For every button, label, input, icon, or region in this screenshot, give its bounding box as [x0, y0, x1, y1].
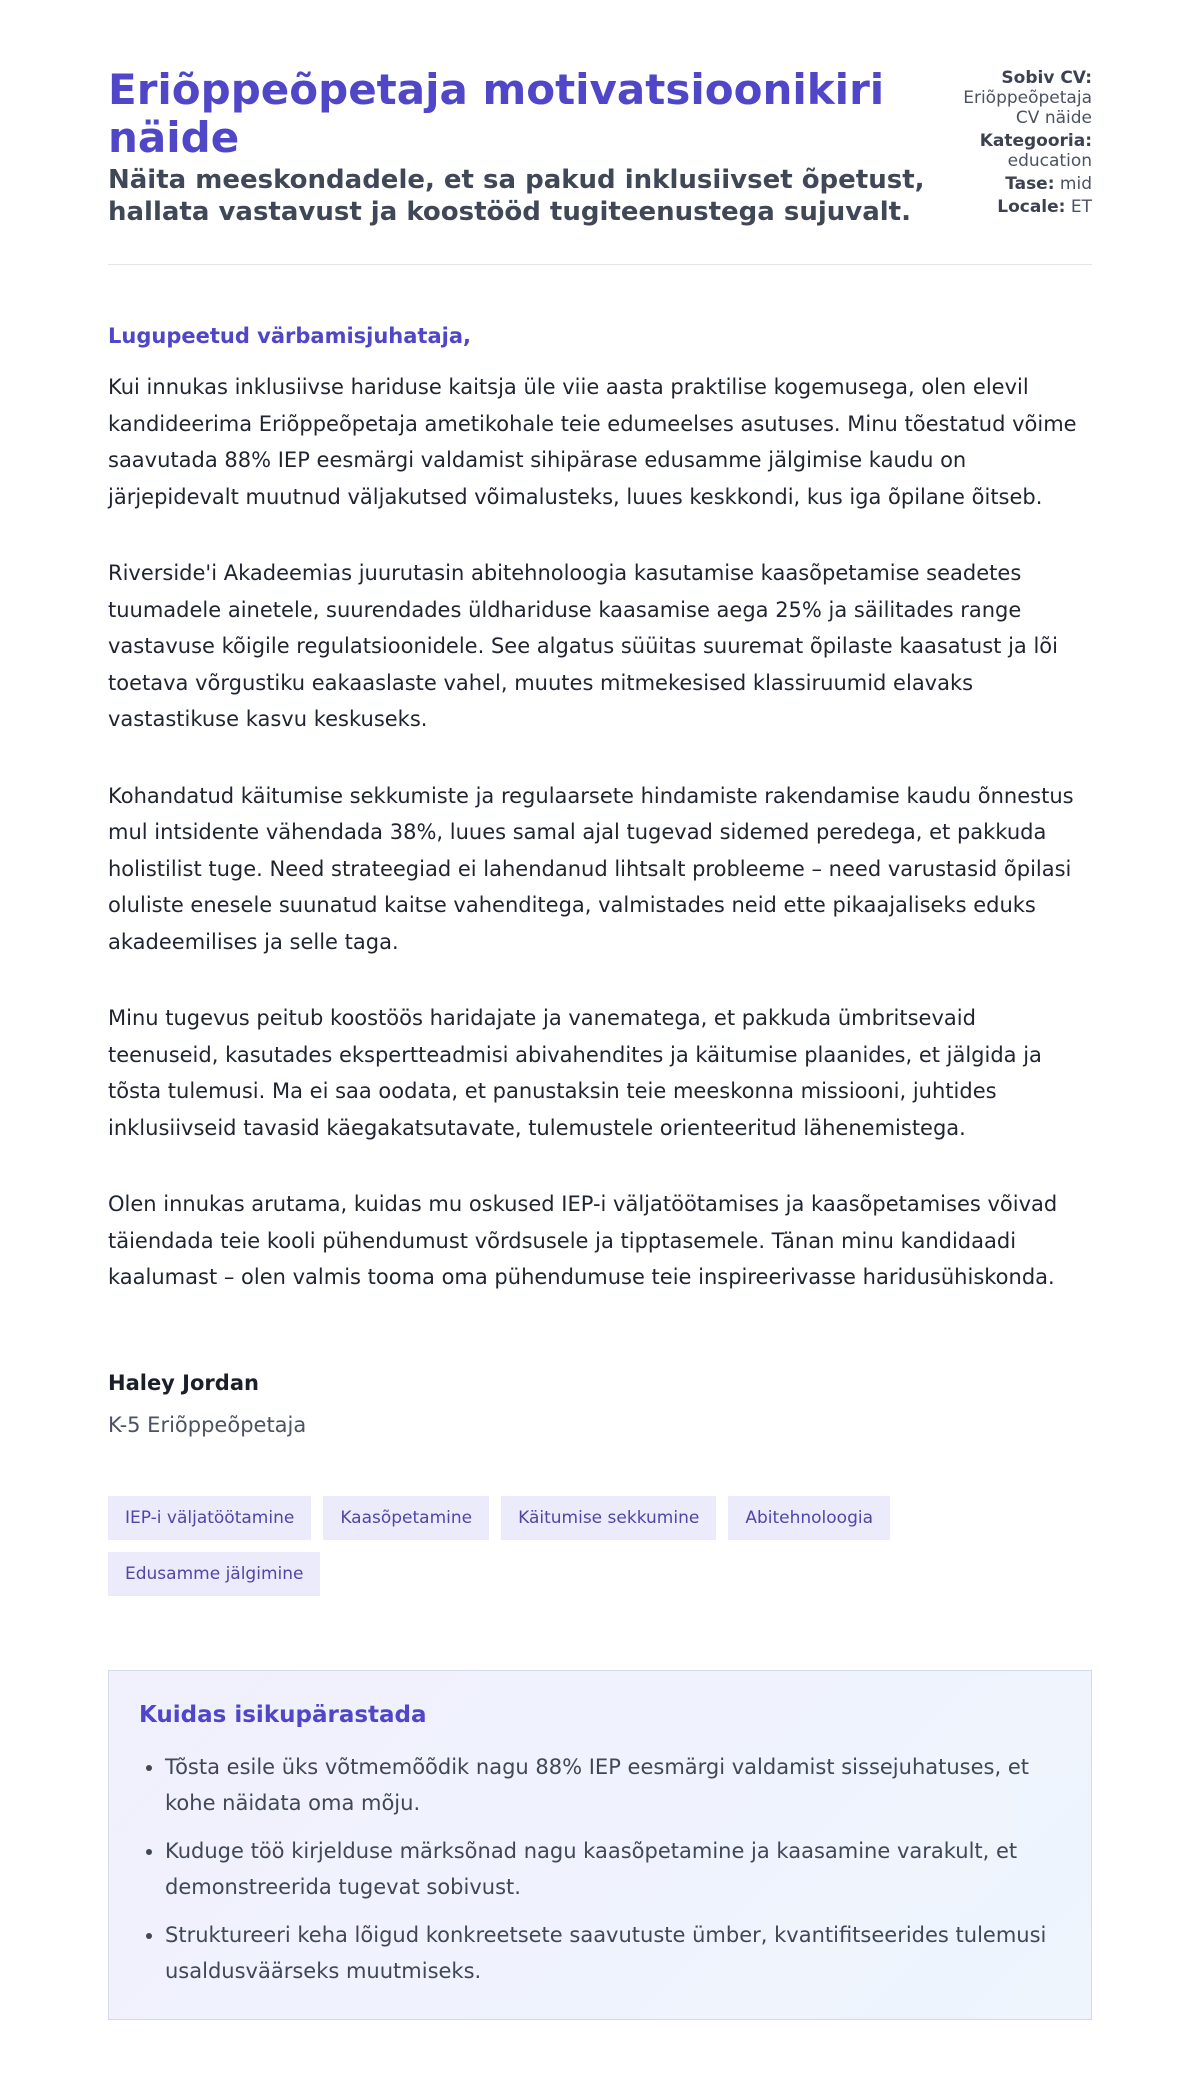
signature-name: Haley Jordan: [108, 1370, 259, 1395]
meta-level-value: mid: [1059, 174, 1092, 194]
meta-category-value: education: [1007, 151, 1092, 171]
page-subtitle: Näita meeskondadele, et sa pakud inklusiivset õpetust, hallata vastavust ja koostööd tugiteenustega sujuvalt.: [108, 165, 925, 227]
personalize-tips-box: [108, 1670, 1092, 2020]
skill-tag: Kaasõpetamine: [323, 1496, 489, 1540]
tip-item: • Tõsta esile üks võtmemõõdik nagu 88% IEP eesmärgi valdamist sissejuhatuses, et kohe näidata oma mõju.: [165, 1749, 1061, 1821]
letter-paragraph: Kohandatud käitumise sekkumiste ja regulaarsete hindamiste rakendamise kaudu õnnestus mul intsidente vähendada 38%, luues samal ajal tugevad sidemed peredega, et pakkuda holistilist tuge. Need strateegiad ei lahendanud lihtsalt probleeme – need varustasid õpilasi oluliste enesele suunatud kaitse vahenditega, valmistades neid ette pikaajaliseks eduks akadeemilises ja selle taga.: [108, 783, 1074, 954]
meta-locale: [944, 197, 1092, 217]
letter-body: [108, 321, 1092, 1440]
meta-category-label: Kategooria:: [979, 131, 1092, 151]
letter-greeting: Lugupeetud värbamisjuhataja,: [108, 324, 471, 348]
skill-tag: Käitumise sekkumine: [501, 1496, 716, 1540]
meta-cv: [944, 68, 1092, 128]
tips-list: [139, 1749, 1061, 1989]
skill-tags: [108, 1496, 1008, 1596]
meta-category: [944, 131, 1092, 171]
tips-title: Kuidas isikupärastada: [139, 1701, 427, 1728]
letter-paragraph: Riverside'i Akadeemias juurutasin abitehnoloogia kasutamise kaasõpetamise seadetes tuumadele ainetele, suurendades üldhariduse kaasamise aega 25% ja säilitades range vastavuse kõigile regulatsioonidele. See algatus süüitas suuremat õpilaste kaasatust ja lõi toetava võrgustiku eakaaslaste vahel, muutes mitmekesised klassiruumid elavaks vastastikuse kasvu keskuseks.: [108, 561, 1058, 731]
tip-item: • Kuduge töö kirjelduse märksõnad nagu kaasõpetamine ja kaasamine varakult, et demonstreerida tugevat sobivust.: [165, 1833, 1061, 1905]
tip-item: • Struktureeri keha lõigud konkreetsete saavutuste ümber, kvantifitseerides tulemusi usaldusväärseks muutmiseks.: [165, 1917, 1061, 1989]
page-title: Eriõppeõpetaja motivatsioonikiri näide: [108, 65, 885, 162]
meta-level-label: Tase:: [1005, 174, 1055, 194]
letter-paragraph: Minu tugevus peitub koostöös haridajate ja vanematega, et pakkuda ümbritsevaid teenuseid, kasutades ekspertteadmisi abivahendites ja käitumise plaanides, et jälgida ja tõsta tulemusi. Ma ei saa oodata, et panustaksin teie meeskonna missiooni, juhtides inklusiivseid tavasid käegakatsutavate, tulemustele orienteeritud lähenemistega.: [108, 1006, 1042, 1140]
meta-cv-value: Eriõppeõpetaja CV näide: [963, 88, 1092, 128]
skill-tag: Edusamme jälgimine: [108, 1552, 320, 1596]
meta-locale-value: ET: [1070, 197, 1092, 217]
skill-tag: Abitehnoloogia: [728, 1496, 890, 1540]
letter-paragraph: Olen innukas arutama, kuidas mu oskused IEP-i väljatöötamises ja kaasõpetamises võivad täiendada teie kooli pühendumust võrdsusele ja tipptasemele. Tänan minu kandidaadi kaalumast – olen valmis tooma oma pühendumuse teie inspireerivasse haridusühiskonda.: [108, 1192, 1058, 1289]
page-header: [108, 66, 1092, 265]
header-titles: [108, 66, 944, 228]
meta-cv-label: Sobiv CV:: [1001, 68, 1092, 88]
meta-locale-label: Locale:: [997, 197, 1066, 217]
meta-level: [944, 174, 1092, 194]
meta-panel: [944, 68, 1092, 220]
skill-tag: IEP-i väljatöötamine: [108, 1496, 311, 1540]
letter-paragraph: Kui innukas inklusiivse hariduse kaitsja üle viie aasta praktilise kogemusega, olen elevil kandideerima Eriõppeõpetaja ametikohale teie edumeelses asutuses. Minu tõestatud võime saavutada 88% IEP eesmärgi valdamist sihipärase edusamme jälgimise kaudu on järjepidevalt muutnud väljakutsed võimalusteks, luues keskkondi, kus iga õpilane õitseb.: [108, 375, 1077, 509]
signature-role: K-5 Eriõppeõpetaja: [108, 1412, 307, 1437]
